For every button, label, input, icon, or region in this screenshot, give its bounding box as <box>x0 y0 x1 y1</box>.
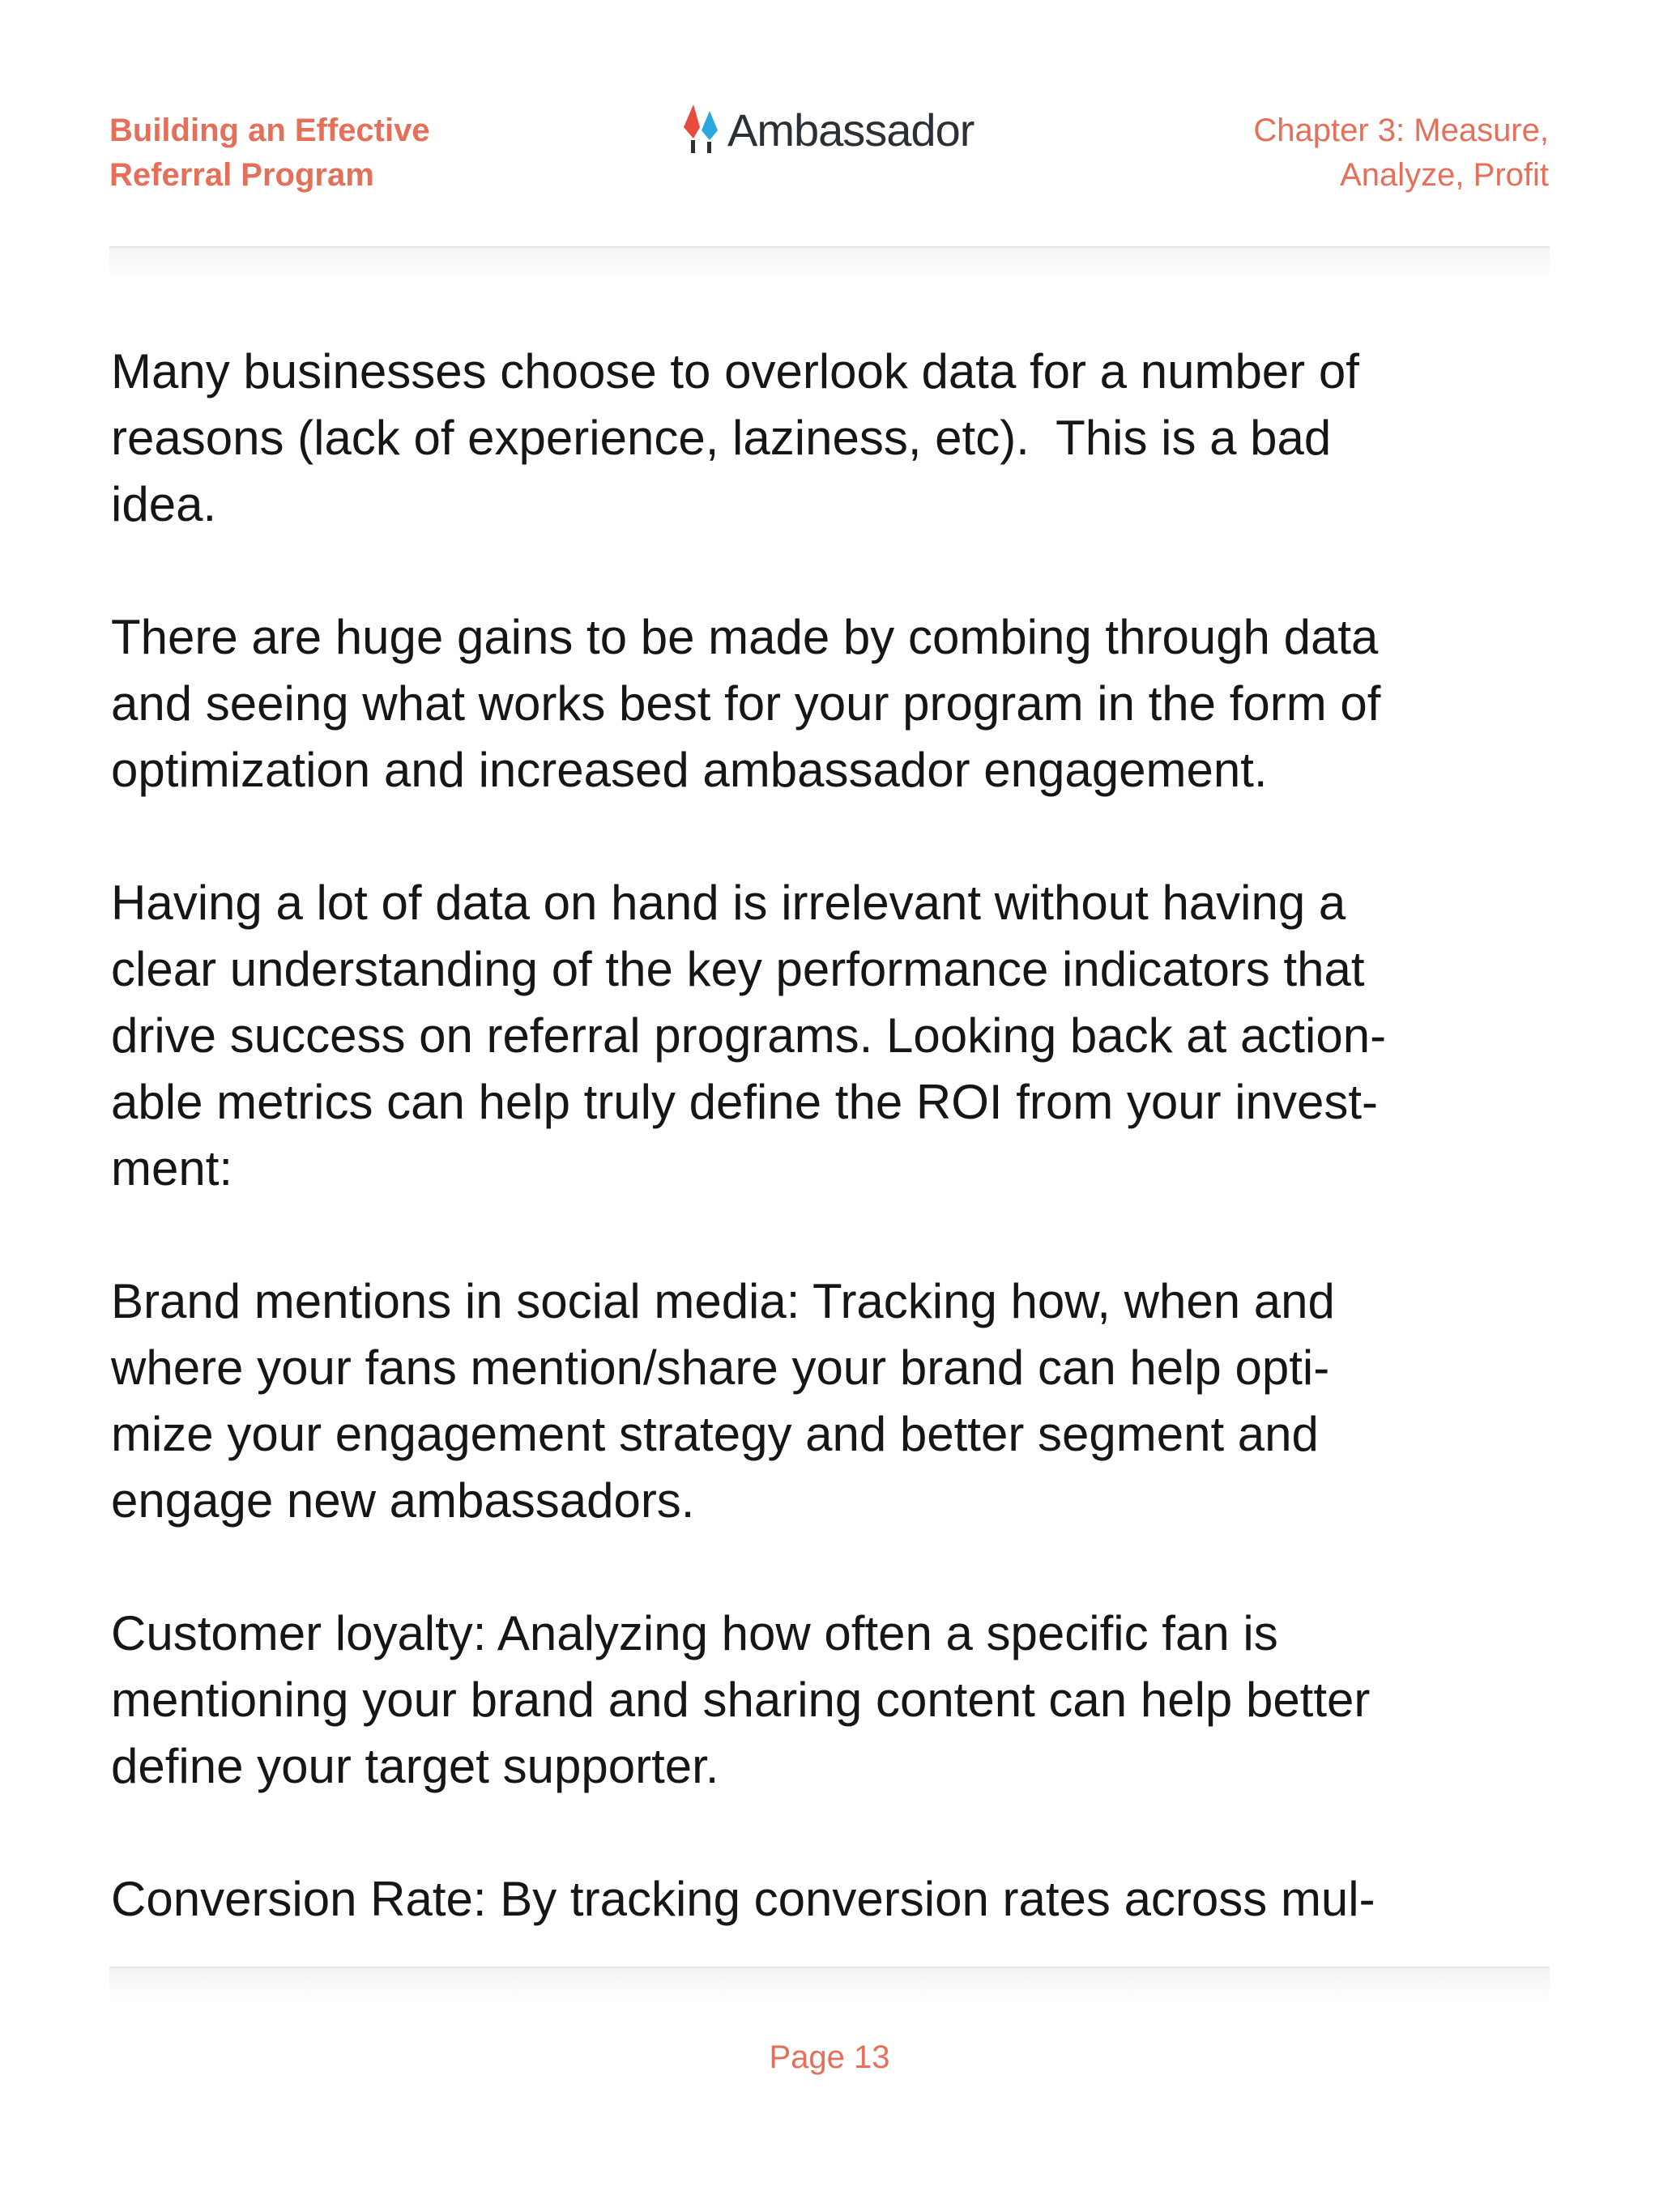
document-title-line-1: Building an Effective <box>109 113 430 148</box>
paragraph <box>111 604 1561 803</box>
page-number: Page 13 <box>769 2039 890 2075</box>
text-line: reasons (lack of experience, laziness, etc). This is a bad <box>111 411 1332 465</box>
text-line: drive success on referral programs. Looking back at action- <box>111 1008 1387 1063</box>
text-line: able metrics can help truly define the ROI from your invest- <box>111 1075 1378 1129</box>
text-line: ment: <box>111 1141 233 1196</box>
text-line: define your target supporter. <box>111 1739 719 1793</box>
text-line: There are huge gains to be made by combing through data <box>111 610 1379 664</box>
chapter-title <box>1063 109 1549 198</box>
paragraph <box>111 1600 1561 1800</box>
text-line: optimization and increased ambassador engagement. <box>111 743 1268 797</box>
paragraph <box>111 870 1561 1202</box>
body-text <box>111 339 1561 1933</box>
text-line: Having a lot of data on hand is irrelevant without having a <box>111 876 1346 930</box>
text-line: Many businesses choose to overlook data for a number of <box>111 344 1359 399</box>
text-line: Brand mentions in social media: Tracking how, when and <box>111 1274 1335 1328</box>
ambassador-logo <box>682 99 974 160</box>
footer-divider <box>109 1967 1550 2001</box>
text-line: clear understanding of the key performance indicators that <box>111 942 1365 996</box>
header-divider <box>109 246 1550 280</box>
text-line: engage new ambassadors. <box>111 1473 695 1528</box>
text-line: Customer loyalty: Analyzing how often a specific fan is <box>111 1606 1278 1660</box>
text-line: where your fans mention/share your brand can help opti- <box>111 1340 1330 1395</box>
text-line: mize your engagement strategy and better segment and <box>111 1407 1319 1461</box>
text-line: idea. <box>111 477 217 531</box>
chapter-title-line-1: Chapter 3: Measure, <box>1253 113 1549 148</box>
document-title-line-2: Referral Program <box>109 157 374 193</box>
document-title <box>109 109 563 198</box>
paragraph <box>111 1866 1561 1933</box>
chapter-title-line-2: Analyze, Profit <box>1340 157 1549 193</box>
text-line: Conversion Rate: By tracking conversion rates across mul- <box>111 1872 1375 1926</box>
paragraph <box>111 339 1561 538</box>
ambassador-flame-icon <box>682 103 724 156</box>
text-line: and seeing what works best for your program in the form of <box>111 676 1381 731</box>
logo-wordmark: Ambassador <box>727 104 975 156</box>
paragraph <box>111 1268 1561 1534</box>
text-line: mentioning your brand and sharing content can help better <box>111 1673 1371 1727</box>
